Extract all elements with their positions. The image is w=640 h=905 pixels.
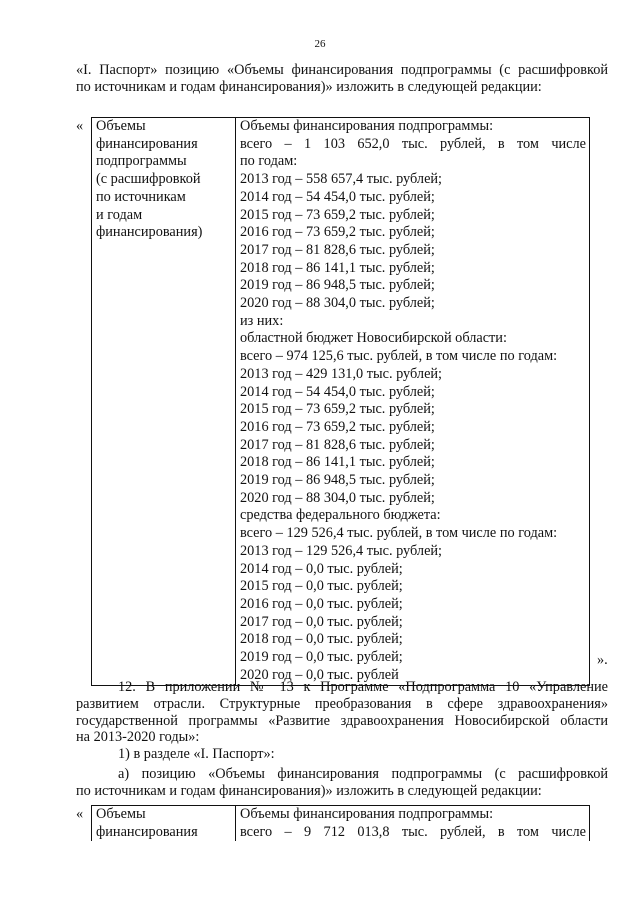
value-line: по годам: [240,153,298,170]
intro-line: по источникам и годам финансирования)» изложить в следующей редакции: [76,78,542,95]
label-line: финансирования) [96,224,203,241]
sub1-paragraph [76,746,608,763]
value-line: из них: [240,312,284,329]
value-line: 2017 год – 81 828,6 тыс. рублей; [240,436,435,453]
label-line: Объемы [96,118,146,134]
value-line: 2013 год – 429 131,0 тыс. рублей; [240,365,443,382]
value-line: 2017 год – 81 828,6 тыс. рублей; [240,241,435,258]
table1-close-quote: ». [597,652,608,668]
table-row [92,806,590,842]
value-line: 2020 год – 88 304,0 тыс. рублей; [240,489,435,506]
value-line: областной бюджет Новосибирской области: [240,330,507,347]
funding-table-1 [91,117,590,686]
item12-paragraph [76,679,608,746]
value-line: 2018 год – 86 141,1 тыс. рублей; [240,259,435,276]
table2-open-quote: « [76,806,84,822]
page-number: 26 [314,38,326,50]
value-line: 2014 год – 54 454,0 тыс. рублей; [240,188,435,205]
value-line: 2013 год – 129 526,4 тыс. рублей; [240,542,443,559]
value-line: всего – 129 526,4 тыс. рублей, в том числе по годам: [240,525,558,542]
value-line: 2016 год – 73 659,2 тыс. рублей; [240,418,435,435]
intro-line: «I. Паспорт» позицию «Объемы финансирования подпрограммы (с расшифровкой [76,62,608,78]
value-line: 2018 год – 86 141,1 тыс. рублей; [240,454,435,471]
value-line: 2014 год – 0,0 тыс. рублей; [240,560,403,577]
label-line: Объемы [96,806,146,822]
value-line: 2013 год – 558 657,4 тыс. рублей; [240,171,443,188]
label-line: (с расшифровкой [96,171,201,188]
value-line: всего – 1 103 652,0 тыс. рублей, в том числе [240,135,586,152]
label-line: и годам [96,206,143,223]
value-line: средства федерального бюджета: [240,507,441,524]
value-line: всего – 974 125,6 тыс. рублей, в том числе по годам: [240,348,558,365]
suba-line: по источникам и годам финансирования)» изложить в следующей редакции: [76,782,542,799]
funding-table-2 [91,805,590,841]
value-line: 2019 год – 86 948,5 тыс. рублей; [240,472,435,489]
table1-value-cell [236,118,590,686]
value-line: 2019 год – 86 948,5 тыс. рублей; [240,277,435,294]
table-row [92,118,590,686]
item12-line: 12. В приложении № 13 к Программе «Подпрограмма 10 «Управление [118,679,608,695]
suba-line: а) позицию «Объемы финансирования подпрограммы (с расшифровкой [118,766,608,782]
value-line: Объемы финансирования подпрограммы: [240,118,494,134]
value-line: 2015 год – 0,0 тыс. рублей; [240,578,403,595]
table1-label-cell [92,118,236,686]
value-line: Объемы финансирования подпрограммы: [240,806,494,822]
value-line: 2020 год – 0,0 тыс. рублей [240,666,399,683]
item12-line: развитием отрасли. Структурные преобразования в сфере здравоохранения» [76,695,608,712]
value-line: 2016 год – 0,0 тыс. рублей; [240,595,403,612]
item12-line: на 2013-2020 годы»: [76,729,200,746]
value-line: 2014 год – 54 454,0 тыс. рублей; [240,383,435,400]
value-line: всего – 9 712 013,8 тыс. рублей, в том числе [240,823,586,840]
label-line: финансирования [96,823,198,840]
label-line: финансирования [96,135,198,152]
value-line: 2017 год – 0,0 тыс. рублей; [240,613,403,630]
value-line: 2020 год – 88 304,0 тыс. рублей; [240,295,435,312]
table2-value-cell [236,806,590,842]
table2-label-cell [92,806,236,842]
item12-line: государственной программы «Развитие здравоохранения Новосибирской области [76,712,608,729]
label-line: по источникам [96,188,186,205]
table1-open-quote: « [76,118,84,134]
value-line: 2015 год – 73 659,2 тыс. рублей; [240,206,435,223]
suba-paragraph [76,766,608,800]
value-line: 2015 год – 73 659,2 тыс. рублей; [240,401,435,418]
value-line: 2016 год – 73 659,2 тыс. рублей; [240,224,435,241]
label-line: подпрограммы [96,153,187,170]
sub1-line: 1) в разделе «I. Паспорт»: [118,746,275,762]
value-line: 2019 год – 0,0 тыс. рублей; [240,649,403,666]
intro-paragraph [76,62,608,96]
value-line: 2018 год – 0,0 тыс. рублей; [240,631,403,648]
